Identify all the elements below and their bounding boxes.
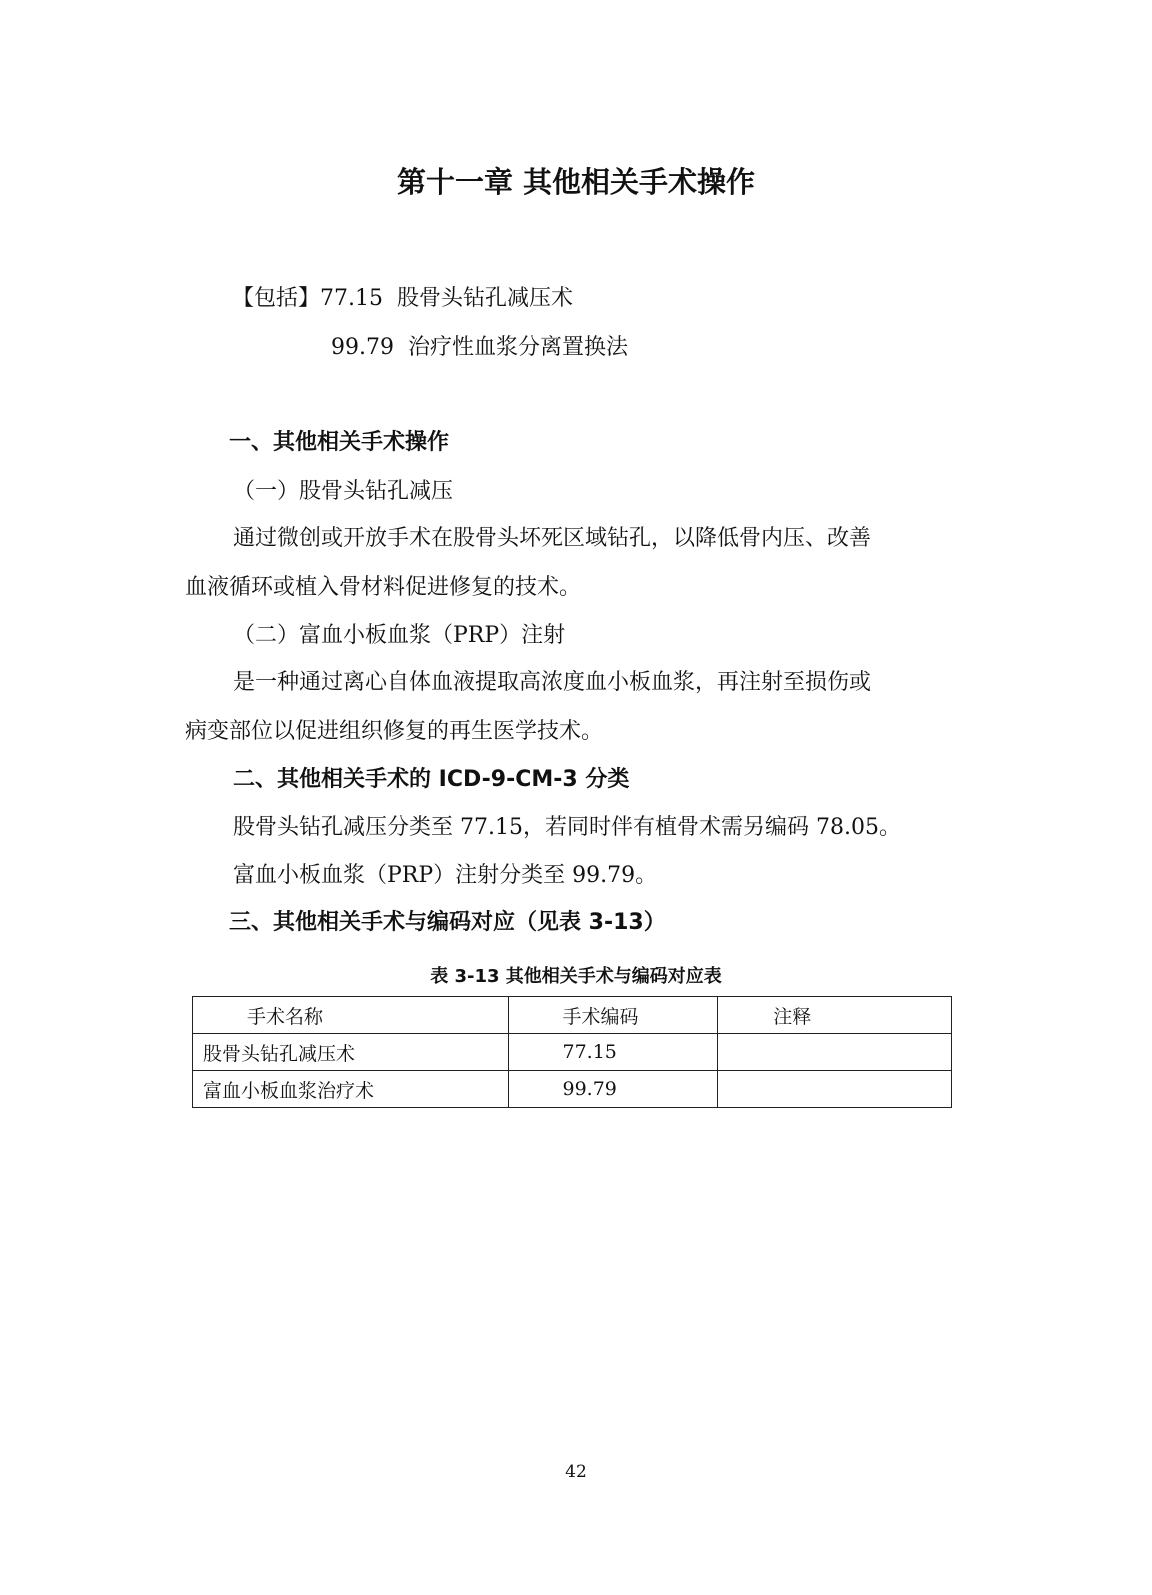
table-header-row (193, 997, 952, 1034)
paragraph-line: 是一种通过离心自体血液提取高浓度血小板血浆，再注射至损伤或 (233, 670, 872, 695)
includes-line-1 (232, 284, 573, 314)
paragraph-line: 富血小板血浆（PRP）注射分类至 99.79。 (233, 863, 658, 888)
section-1-heading: 一、其他相关手术操作 (229, 430, 450, 455)
include-code: 99.79 (331, 335, 394, 360)
section-1-sub-2-heading: （二）富血小板血浆（PRP）注射 (233, 623, 566, 648)
paragraph-line: 股骨头钻孔减压分类至 77.15，若同时伴有植骨术需另编码 78.05。 (233, 815, 901, 840)
include-name: 治疗性血浆分离置换法 (407, 335, 628, 360)
section-3-heading: 三、其他相关手术与编码对应（见表 3-13） (229, 910, 666, 935)
includes-line-2 (331, 333, 628, 363)
chapter-title: 第十一章 其他相关手术操作 (396, 165, 756, 199)
include-code: 77.15 (320, 286, 383, 311)
include-name: 股骨头钻孔减压术 (397, 286, 574, 311)
table-cell: 99.79 (508, 1071, 718, 1108)
paragraph-line: 通过微创或开放手术在股骨头坏死区域钻孔，以降低骨内压、改善 (233, 526, 872, 551)
table-header-cell: 注释 (718, 997, 952, 1034)
table-cell: 富血小板血浆治疗术 (193, 1071, 509, 1108)
paragraph-line: 病变部位以促进组织修复的再生医学技术。 (185, 719, 604, 744)
section-2-heading: 二、其他相关手术的 ICD-9-CM-3 分类 (233, 767, 630, 792)
table-header-cell: 手术编码 (508, 997, 718, 1034)
page-number: 42 (565, 1462, 587, 1482)
table-header-cell: 手术名称 (193, 997, 509, 1034)
table-cell: 77.15 (508, 1034, 718, 1071)
table-cell (718, 1071, 952, 1108)
table-caption: 表 3-13 其他相关手术与编码对应表 (430, 966, 722, 987)
table-row (193, 1071, 952, 1108)
table-row (193, 1034, 952, 1071)
paragraph-line: 血液循环或植入骨材料促进修复的技术。 (185, 575, 582, 600)
includes-label: 【包括】 (232, 286, 321, 311)
section-1-sub-1-heading: （一）股骨头钻孔减压 (233, 479, 454, 504)
table-cell: 股骨头钻孔减压术 (193, 1034, 509, 1071)
table-cell (718, 1034, 952, 1071)
code-table (192, 996, 952, 1108)
